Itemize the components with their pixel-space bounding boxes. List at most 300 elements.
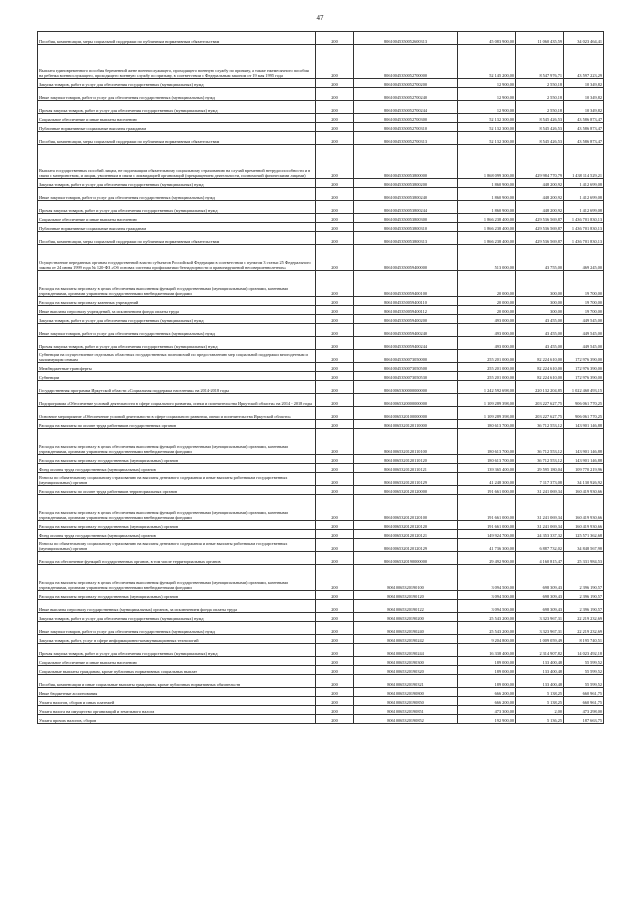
row-kbk-cell: 80610045350053800310: [354, 223, 458, 232]
row-approved-amount-cell: 189 000,00: [458, 657, 516, 666]
row-executed-amount-cell: 429 536 569,87: [516, 223, 564, 232]
row-kbk-cell: 80610065320120120120: [354, 521, 458, 530]
row-name-cell: Расходы на выплаты персоналу в целях обеспечения выполнения функций государственными (муниципальными) органами, казенными учреждениями, органами управления государственными внебюджетными фондами: [38, 429, 316, 455]
row-executed-amount-cell: 448 200,92: [516, 188, 564, 201]
row-remaining-amount-cell: 14 023 492,18: [564, 644, 604, 657]
table-row: [38, 715, 604, 724]
row-kbk-cell: 80610065320190300: [354, 657, 458, 666]
row-name-cell: Закупка товаров, работ и услуг для обеспечения государственных (муниципальных) нужд: [38, 79, 316, 88]
row-code-cell: 200: [316, 297, 354, 306]
row-executed-amount-cell: 698 309,43: [516, 565, 564, 591]
row-code-cell: 200: [316, 697, 354, 706]
row-remaining-amount-cell: 10 349,82: [564, 79, 604, 88]
table-row: [38, 324, 604, 337]
row-remaining-amount-cell: 2 396 190,57: [564, 591, 604, 600]
row-code-cell: 200: [316, 79, 354, 88]
row-executed-amount-cell: 2 550,18: [516, 101, 564, 114]
row-kbk-cell: 80610065320000000000: [354, 394, 458, 407]
row-kbk-cell: 80610045350053800244: [354, 201, 458, 214]
row-kbk-cell: 80610065320190100: [354, 565, 458, 591]
table-row: [38, 688, 604, 697]
table-row: [38, 394, 604, 407]
table-row: [38, 407, 604, 420]
row-executed-amount-cell: 2,00: [516, 706, 564, 715]
row-kbk-cell: 80610045350073050530: [354, 372, 458, 381]
row-approved-amount-cell: 41 248 300,00: [458, 473, 516, 486]
row-kbk-cell: 80610045350059400244: [354, 337, 458, 350]
row-remaining-amount-cell: 55 599,52: [564, 657, 604, 666]
row-name-cell: Подпрограмма «Обеспечение условий деятельности в сфере социального развития, опеки и попечительства Иркутской области» на 2014 - 2018 годы: [38, 394, 316, 407]
row-remaining-amount-cell: 1 412 699,08: [564, 179, 604, 188]
row-name-cell: Расходы на выплаты персоналу казенных учреждений: [38, 297, 316, 306]
row-remaining-amount-cell: 25 331 984,53: [564, 552, 604, 565]
row-name-cell: Прочая закупка товаров, работ и услуг для обеспечения государственных (муниципальных) нужд: [38, 201, 316, 214]
table-row: [38, 495, 604, 521]
row-approved-amount-cell: 255 201 000,00: [458, 372, 516, 381]
row-name-cell: Пособия, компенсации, меры социальной поддержки по публичным нормативным обязательствам: [38, 132, 316, 145]
row-executed-amount-cell: 2 550,18: [516, 79, 564, 88]
row-executed-amount-cell: 43 455,00: [516, 337, 564, 350]
row-approved-amount-cell: 1 860 900,00: [458, 188, 516, 201]
row-executed-amount-cell: 8 545 426,53: [516, 123, 564, 132]
row-executed-amount-cell: 448 200,92: [516, 179, 564, 188]
table-row: [38, 697, 604, 706]
row-remaining-amount-cell: 1 436 701 830,13: [564, 214, 604, 223]
row-code-cell: 200: [316, 145, 354, 179]
row-code-cell: 200: [316, 530, 354, 539]
row-kbk-cell: 80610045350052700313: [354, 132, 458, 145]
row-code-cell: 200: [316, 635, 354, 644]
row-executed-amount-cell: 429 984 770,79: [516, 145, 564, 179]
row-approved-amount-cell: 9 204 800,00: [458, 635, 516, 644]
row-remaining-amount-cell: 473 298,00: [564, 706, 604, 715]
row-name-cell: Расходы на выплаты персоналу в целях обеспечения выполнения функций государственными (муниципальными) органами, казенными учреждениями, органами управления государственными внебюджетными фондами: [38, 495, 316, 521]
row-approved-amount-cell: 52 132 300,00: [458, 132, 516, 145]
row-remaining-amount-cell: 160 419 930,66: [564, 495, 604, 521]
table-row: [38, 271, 604, 297]
row-executed-amount-cell: 31 241 069,34: [516, 521, 564, 530]
row-approved-amount-cell: 3 094 500,00: [458, 591, 516, 600]
row-kbk-cell: 80610065320120120100: [354, 495, 458, 521]
table-row: [38, 521, 604, 530]
row-approved-amount-cell: 20 000,00: [458, 271, 516, 297]
row-name-cell: Иные закупки товаров, работ и услуг для обеспечения государственных (муниципальных) нужд: [38, 324, 316, 337]
row-executed-amount-cell: 133 400,48: [516, 675, 564, 688]
table-row: [38, 530, 604, 539]
row-approved-amount-cell: 1 866 238 400,00: [458, 223, 516, 232]
row-code-cell: 200: [316, 132, 354, 145]
row-remaining-amount-cell: 19 700,00: [564, 271, 604, 297]
row-executed-amount-cell: 43 455,00: [516, 324, 564, 337]
row-code-cell: 200: [316, 188, 354, 201]
row-executed-amount-cell: 698 309,43: [516, 600, 564, 613]
row-executed-amount-cell: 36 712 553,12: [516, 455, 564, 464]
table-row: [38, 372, 604, 381]
row-code-cell: 200: [316, 363, 354, 372]
row-code-cell: 200: [316, 706, 354, 715]
row-name-cell: Пособия, компенсации и иные социальные выплаты гражданам, кроме публичных нормативных обязательств: [38, 675, 316, 688]
row-approved-amount-cell: 666 200,00: [458, 688, 516, 697]
row-remaining-amount-cell: 1 412 699,08: [564, 188, 604, 201]
table-row: [38, 201, 604, 214]
table-row: [38, 644, 604, 657]
row-remaining-amount-cell: 172 976 390,00: [564, 372, 604, 381]
budget-table-container: [37, 31, 603, 724]
row-code-cell: 200: [316, 223, 354, 232]
table-row: [38, 306, 604, 315]
table-row: [38, 363, 604, 372]
row-executed-amount-cell: 203 227 627,75: [516, 394, 564, 407]
row-approved-amount-cell: 191 661 000,00: [458, 521, 516, 530]
row-code-cell: 200: [316, 179, 354, 188]
row-approved-amount-cell: 12 900,00: [458, 88, 516, 101]
row-approved-amount-cell: 255 201 000,00: [458, 363, 516, 372]
row-approved-amount-cell: 29 492 900,00: [458, 552, 516, 565]
row-kbk-cell: 80610065320190321: [354, 675, 458, 688]
row-kbk-cell: 80610045350052700244: [354, 101, 458, 114]
table-row: [38, 114, 604, 123]
row-approved-amount-cell: 41 736 300,00: [458, 539, 516, 552]
row-executed-amount-cell: 698 309,43: [516, 591, 564, 600]
row-kbk-cell: 80610065320120110121: [354, 464, 458, 473]
row-executed-amount-cell: 133 400,48: [516, 657, 564, 666]
row-code-cell: 200: [316, 381, 354, 394]
row-code-cell: 200: [316, 232, 354, 245]
row-executed-amount-cell: 8 547 976,71: [516, 45, 564, 79]
row-code-cell: 200: [316, 420, 354, 429]
row-approved-amount-cell: 513 000,00: [458, 245, 516, 271]
row-remaining-amount-cell: 143 901 146,88: [564, 429, 604, 455]
row-executed-amount-cell: 448 200,92: [516, 201, 564, 214]
row-remaining-amount-cell: 2 396 190,57: [564, 565, 604, 591]
row-code-cell: 200: [316, 675, 354, 688]
row-approved-amount-cell: 666 200,00: [458, 697, 516, 706]
row-kbk-cell: 80610045350053800300: [354, 214, 458, 223]
row-name-cell: Публичные нормативные социальные выплаты гражданам: [38, 123, 316, 132]
row-executed-amount-cell: 5 136,25: [516, 715, 564, 724]
row-name-cell: Социальное обеспечение и иные выплаты населению: [38, 114, 316, 123]
row-executed-amount-cell: 31 241 069,34: [516, 486, 564, 495]
row-code-cell: 200: [316, 464, 354, 473]
row-name-cell: Иные бюджетные ассигнования: [38, 688, 316, 697]
row-approved-amount-cell: 3 094 500,00: [458, 600, 516, 613]
row-code-cell: 200: [316, 666, 354, 675]
row-code-cell: 200: [316, 337, 354, 350]
row-kbk-cell: 80610065320190800: [354, 688, 458, 697]
row-name-cell: Публичные нормативные социальные выплаты гражданам: [38, 223, 316, 232]
row-approved-amount-cell: 25 543 200,00: [458, 622, 516, 635]
row-kbk-cell: 80610065300000000000: [354, 381, 458, 394]
row-code-cell: 200: [316, 473, 354, 486]
row-name-cell: Иные выплаты персоналу учреждений, за исключением фонда оплаты труда: [38, 306, 316, 315]
row-approved-amount-cell: 16 338 400,00: [458, 644, 516, 657]
row-code-cell: 200: [316, 657, 354, 666]
table-row: [38, 429, 604, 455]
row-code-cell: 200: [316, 715, 354, 724]
row-code-cell: 200: [316, 88, 354, 101]
table-row: [38, 179, 604, 188]
table-row: [38, 455, 604, 464]
row-approved-amount-cell: 1 866 238 400,00: [458, 232, 516, 245]
row-name-cell: Закупка товаров, работ, услуг в сфере информационно-коммуникационных технологий: [38, 635, 316, 644]
row-name-cell: Расходы на выплаты по оплате труда работников территориальных органов: [38, 486, 316, 495]
row-executed-amount-cell: 4 160 815,47: [516, 552, 564, 565]
row-kbk-cell: 80610045350059400110: [354, 297, 458, 306]
row-remaining-amount-cell: 2 396 190,57: [564, 600, 604, 613]
row-remaining-amount-cell: 19 700,00: [564, 306, 604, 315]
row-remaining-amount-cell: 660 961,75: [564, 697, 604, 706]
row-approved-amount-cell: 1 242 592 698,00: [458, 381, 516, 394]
row-approved-amount-cell: 45 083 900,00: [458, 32, 516, 45]
row-name-cell: Расходы на выплаты персоналу государственных (муниципальных) органов: [38, 591, 316, 600]
row-name-cell: Прочая закупка товаров, работ и услуг для обеспечения государственных (муниципальных) нужд: [38, 644, 316, 657]
table-row: [38, 232, 604, 245]
row-approved-amount-cell: 473 300,00: [458, 706, 516, 715]
row-kbk-cell: 80610045350052600313: [354, 32, 458, 45]
table-row: [38, 622, 604, 635]
row-kbk-cell: 80610065320190200: [354, 613, 458, 622]
row-name-cell: Расходы на выплаты персоналу в целях обеспечения выполнения функций государственными (муниципальными) органами, казенными учреждениями, органами управления государственными внебюджетными фондами: [38, 271, 316, 297]
row-name-cell: Прочая закупка товаров, работ и услуг для обеспечения государственных (муниципальных) нужд: [38, 101, 316, 114]
table-row: [38, 420, 604, 429]
row-name-cell: Социальные выплаты гражданам, кроме публичных нормативных социальных выплат: [38, 666, 316, 675]
row-remaining-amount-cell: 449 545,00: [564, 337, 604, 350]
row-remaining-amount-cell: 8 195 740,51: [564, 635, 604, 644]
row-name-cell: Пособия, компенсации, меры социальной поддержки по публичным нормативным обязательствам: [38, 32, 316, 45]
row-name-cell: Расходы на обеспечение функций государственных органов, в том числе территориальных органов: [38, 552, 316, 565]
row-kbk-cell: 80610045350052700310: [354, 123, 458, 132]
row-remaining-amount-cell: 160 419 930,66: [564, 486, 604, 495]
row-remaining-amount-cell: 22 219 232,69: [564, 613, 604, 622]
row-remaining-amount-cell: 10 349,82: [564, 101, 604, 114]
row-code-cell: 200: [316, 245, 354, 271]
row-kbk-cell: 80610045350052700000: [354, 45, 458, 79]
row-approved-amount-cell: 52 132 300,00: [458, 114, 516, 123]
row-executed-amount-cell: 1 009 059,49: [516, 635, 564, 644]
row-name-cell: Расходы на выплаты персоналу государственных (муниципальных) органов: [38, 455, 316, 464]
row-code-cell: 200: [316, 372, 354, 381]
row-name-cell: Иные закупки товаров, работ и услуг для обеспечения государственных (муниципальных) нужд: [38, 88, 316, 101]
row-executed-amount-cell: 24 353 337,32: [516, 530, 564, 539]
row-kbk-cell: 80610045350053800240: [354, 188, 458, 201]
row-remaining-amount-cell: 660 961,75: [564, 688, 604, 697]
row-approved-amount-cell: 493 000,00: [458, 315, 516, 324]
row-remaining-amount-cell: 55 599,52: [564, 675, 604, 688]
row-executed-amount-cell: 82 224 610,00: [516, 350, 564, 363]
row-name-cell: Выплата государственных пособий лицам, не подлежащим обязательному социальному страхованию на случай временной нетрудоспособности и в связи с материнством, и лицам, уволенным в связи с ликвидацией организаций (прекращением деятельности, полномочий физическими лицами): [38, 145, 316, 179]
table-row: [38, 613, 604, 622]
row-code-cell: 200: [316, 123, 354, 132]
table-row: [38, 473, 604, 486]
row-name-cell: Расходы на выплаты персоналу в целях обеспечения выполнения функций государственными (муниципальными) органами, казенными учреждениями, органами управления государственными внебюджетными фондами: [38, 565, 316, 591]
table-row: [38, 706, 604, 715]
row-code-cell: 200: [316, 591, 354, 600]
row-remaining-amount-cell: 172 976 390,00: [564, 363, 604, 372]
row-approved-amount-cell: 20 000,00: [458, 297, 516, 306]
row-remaining-amount-cell: 125 571 362,68: [564, 530, 604, 539]
row-name-cell: Закупка товаров, работ и услуг для обеспечения государственных (муниципальных) нужд: [38, 179, 316, 188]
table-row: [38, 79, 604, 88]
row-kbk-cell: 80610045350073050000: [354, 350, 458, 363]
row-code-cell: 200: [316, 350, 354, 363]
row-approved-amount-cell: 1 109 289 398,00: [458, 407, 516, 420]
table-row: [38, 552, 604, 565]
row-executed-amount-cell: 36 712 553,12: [516, 429, 564, 455]
table-row: [38, 123, 604, 132]
row-code-cell: 200: [316, 552, 354, 565]
row-kbk-cell: 80610045350059400200: [354, 315, 458, 324]
row-remaining-amount-cell: 906 061 770,25: [564, 394, 604, 407]
row-approved-amount-cell: 52 132 300,00: [458, 123, 516, 132]
table-body: [38, 32, 604, 724]
row-remaining-amount-cell: 469 245,00: [564, 245, 604, 271]
row-approved-amount-cell: 3 094 500,00: [458, 565, 516, 591]
table-row: [38, 101, 604, 114]
row-remaining-amount-cell: 906 061 770,25: [564, 407, 604, 420]
row-kbk-cell: 80610065320190850: [354, 697, 458, 706]
page-number: 47: [316, 14, 324, 22]
row-code-cell: 200: [316, 315, 354, 324]
row-name-cell: Закупка товаров, работ и услуг для обеспечения государственных (муниципальных) нужд: [38, 613, 316, 622]
row-executed-amount-cell: 429 536 569,87: [516, 232, 564, 245]
row-name-cell: Расходы на выплаты по оплате труда работников государственных органов: [38, 420, 316, 429]
table-row: [38, 350, 604, 363]
row-code-cell: 200: [316, 495, 354, 521]
row-kbk-cell: 80610065320120110100: [354, 429, 458, 455]
row-remaining-amount-cell: 22 219 232,69: [564, 622, 604, 635]
row-name-cell: Расходы на выплаты персоналу государственных (муниципальных) органов: [38, 521, 316, 530]
row-name-cell: Фонд оплаты труда государственных (муниципальных) органов: [38, 464, 316, 473]
row-kbk-cell: 80610045350052700300: [354, 114, 458, 123]
table-row: [38, 675, 604, 688]
row-code-cell: 200: [316, 101, 354, 114]
row-kbk-cell: 80610065320190244: [354, 644, 458, 657]
row-code-cell: 200: [316, 600, 354, 613]
row-remaining-amount-cell: 34 023 464,41: [564, 32, 604, 45]
row-kbk-cell: 80610065320120110000: [354, 420, 458, 429]
row-executed-amount-cell: 3 323 967,31: [516, 622, 564, 635]
row-remaining-amount-cell: 19 700,00: [564, 297, 604, 306]
table-row: [38, 539, 604, 552]
row-remaining-amount-cell: 109 770 219,96: [564, 464, 604, 473]
row-name-cell: Прочая закупка товаров, работ и услуг для обеспечения государственных (муниципальных) нужд: [38, 337, 316, 350]
table-row: [38, 315, 604, 324]
row-executed-amount-cell: 5 138,25: [516, 697, 564, 706]
row-remaining-amount-cell: 43 597 223,29: [564, 45, 604, 79]
row-code-cell: 200: [316, 644, 354, 657]
row-executed-amount-cell: 203 227 627,75: [516, 407, 564, 420]
row-approved-amount-cell: 20 000,00: [458, 306, 516, 315]
table-row: [38, 45, 604, 79]
row-remaining-amount-cell: 187 663,75: [564, 715, 604, 724]
row-name-cell: Основное мероприятие «Обеспечение условий деятельности в сфере социального развития, опеки и попечительства Иркутской области»: [38, 407, 316, 420]
table-row: [38, 32, 604, 45]
row-code-cell: 200: [316, 688, 354, 697]
row-code-cell: 200: [316, 539, 354, 552]
row-code-cell: 200: [316, 613, 354, 622]
table-row: [38, 337, 604, 350]
row-kbk-cell: 80610065320190242: [354, 635, 458, 644]
row-executed-amount-cell: 220 132 204,85: [516, 381, 564, 394]
row-name-cell: Взносы по обязательному социальному страхованию на выплаты денежного содержания и иные выплаты работникам государственных (муниципальных) органов: [38, 539, 316, 552]
table-row: [38, 666, 604, 675]
row-kbk-cell: 80610065320120120000: [354, 486, 458, 495]
row-name-cell: Субвенции: [38, 372, 316, 381]
table-row: [38, 591, 604, 600]
row-approved-amount-cell: 12 900,00: [458, 101, 516, 114]
row-kbk-cell: 80610065320100000000: [354, 407, 458, 420]
row-approved-amount-cell: 191 661 000,00: [458, 495, 516, 521]
row-name-cell: Выплата единовременного пособия беременной жене военнослужащего, проходящего военную службу по призыву, а также ежемесячного пособия на ребенка военнослужащего, проходящего военную службу по призыву, в соответствии с Федеральным законом от 19 мая 1995 года: [38, 45, 316, 79]
row-kbk-cell: 80610065320190320: [354, 666, 458, 675]
row-name-cell: Социальное обеспечение и иные выплаты населению: [38, 657, 316, 666]
table-row: [38, 88, 604, 101]
row-remaining-amount-cell: 43 586 873,47: [564, 123, 604, 132]
row-approved-amount-cell: 189 000,00: [458, 675, 516, 688]
row-code-cell: 200: [316, 324, 354, 337]
row-approved-amount-cell: 1 860 900,00: [458, 179, 516, 188]
row-approved-amount-cell: 180 613 700,00: [458, 455, 516, 464]
row-kbk-cell: 80610045350053800000: [354, 145, 458, 179]
row-executed-amount-cell: 43 755,00: [516, 245, 564, 271]
row-executed-amount-cell: 5 138,25: [516, 688, 564, 697]
row-code-cell: 200: [316, 114, 354, 123]
row-executed-amount-cell: 3 323 967,31: [516, 613, 564, 622]
row-kbk-cell: 80610045350052700200: [354, 79, 458, 88]
row-kbk-cell: 80610065320120120129: [354, 539, 458, 552]
table-row: [38, 214, 604, 223]
row-executed-amount-cell: 8 545 426,53: [516, 114, 564, 123]
row-approved-amount-cell: 1 109 289 398,00: [458, 394, 516, 407]
row-name-cell: Уплата прочих налогов, сборов: [38, 715, 316, 724]
row-kbk-cell: 80610065320120110120: [354, 455, 458, 464]
row-approved-amount-cell: 1 866 238 400,00: [458, 214, 516, 223]
row-remaining-amount-cell: 34 130 926,92: [564, 473, 604, 486]
row-executed-amount-cell: 300,00: [516, 306, 564, 315]
row-name-cell: Субвенции на осуществление отдельных областных государственных полномочий по предоставлению мер социальной поддержки многодетным и малоимущим семьям: [38, 350, 316, 363]
row-kbk-cell: 80610045350059400112: [354, 306, 458, 315]
row-name-cell: Государственная программа Иркутской области «Социальная поддержка населения» на 2014-2018 годы: [38, 381, 316, 394]
row-code-cell: 200: [316, 394, 354, 407]
row-approved-amount-cell: 1 868 099 300,00: [458, 145, 516, 179]
row-executed-amount-cell: 8 545 426,53: [516, 132, 564, 145]
budget-execution-table: [37, 31, 604, 724]
row-approved-amount-cell: 493 000,00: [458, 337, 516, 350]
row-kbk-cell: 80610065320190122: [354, 600, 458, 613]
row-code-cell: 200: [316, 214, 354, 223]
table-row: [38, 600, 604, 613]
row-kbk-cell: 80610065320120120121: [354, 530, 458, 539]
row-name-cell: Иные закупки товаров, работ и услуг для обеспечения государственных (муниципальных) нужд: [38, 188, 316, 201]
row-kbk-cell: 80610065320190000000: [354, 552, 458, 565]
row-approved-amount-cell: 149 924 700,00: [458, 530, 516, 539]
row-remaining-amount-cell: 1 412 699,08: [564, 201, 604, 214]
row-approved-amount-cell: 25 543 200,00: [458, 613, 516, 622]
row-code-cell: 200: [316, 486, 354, 495]
row-kbk-cell: 80610045350052700240: [354, 88, 458, 101]
row-remaining-amount-cell: 172 976 390,00: [564, 350, 604, 363]
row-code-cell: 200: [316, 622, 354, 635]
row-approved-amount-cell: 180 613 700,00: [458, 429, 516, 455]
row-code-cell: 200: [316, 32, 354, 45]
table-row: [38, 635, 604, 644]
row-approved-amount-cell: 493 000,00: [458, 324, 516, 337]
row-name-cell: Иные закупки товаров, работ и услуг для обеспечения государственных (муниципальных) нужд: [38, 622, 316, 635]
table-row: [38, 381, 604, 394]
row-remaining-amount-cell: 43 586 873,47: [564, 132, 604, 145]
row-name-cell: Пособия, компенсации, меры социальной поддержки по публичным нормативным обязательствам: [38, 232, 316, 245]
row-kbk-cell: 80610065320190120: [354, 591, 458, 600]
